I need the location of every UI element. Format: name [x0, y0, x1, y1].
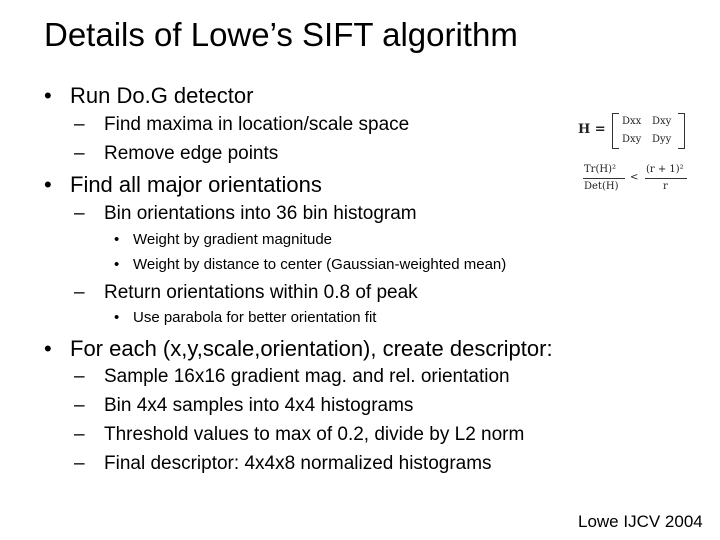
sub-sub-bullet-parabola: Use parabola for better orientation fit [133, 309, 377, 326]
fraction-line [645, 178, 687, 179]
sub-bullet-marker: – [74, 114, 85, 135]
citation: Lowe IJCV 2004 [578, 512, 703, 531]
bullet-create-descriptor: For each (x,y,scale,orientation), create descriptor: [70, 336, 553, 361]
matrix-dxy-lower: Dxy [622, 134, 642, 145]
trace-h: Tr(H)² [584, 164, 616, 175]
sub-bullet-threshold-values: Threshold values to max of 0.2, divide by L2 norm [104, 424, 525, 445]
sub-bullet-find-maxima: Find maxima in location/scale space [104, 114, 410, 135]
sub-bullet-marker: – [74, 203, 85, 224]
sub-sub-bullet-weight-distance: Weight by distance to center (Gaussian-weighted mean) [133, 256, 507, 273]
sub-bullet-bin-orientations: Bin orientations into 36 bin histogram [104, 203, 417, 224]
less-than: < [630, 172, 639, 183]
matrix-right-bracket [678, 113, 685, 149]
matrix-left-bracket [612, 113, 619, 149]
fraction-line [583, 178, 625, 179]
sub-sub-bullet-marker: • [114, 231, 120, 248]
bullet-run-dog-detector: Run Do.G detector [70, 83, 254, 108]
sub-bullet-marker: – [74, 282, 85, 303]
sub-sub-bullet-weight-gradient: Weight by gradient magnitude [133, 231, 333, 248]
bullet-find-orientations: Find all major orientations [70, 172, 322, 197]
sub-sub-bullet-marker: • [114, 309, 120, 326]
bullet-marker: • [44, 83, 52, 108]
sub-sub-bullet-marker: • [114, 256, 120, 273]
sub-bullet-bin-samples: Bin 4x4 samples into 4x4 histograms [104, 395, 414, 416]
bullet-marker: • [44, 172, 52, 197]
r-denominator: r [663, 181, 668, 192]
sub-bullet-marker: – [74, 143, 85, 164]
det-h: Det(H) [584, 181, 619, 192]
matrix-dyy: Dyy [652, 134, 672, 145]
sub-bullet-marker: – [74, 453, 85, 474]
hessian-lhs: H = [578, 122, 606, 137]
bullet-marker: • [44, 336, 52, 361]
sub-bullet-return-orientations: Return orientations within 0.8 of peak [104, 282, 418, 303]
sub-bullet-marker: – [74, 366, 85, 387]
sub-bullet-marker: – [74, 424, 85, 445]
sub-bullet-remove-edge-points: Remove edge points [104, 143, 279, 164]
matrix-dxy: Dxy [652, 116, 672, 127]
sub-bullet-sample-gradient: Sample 16x16 gradient mag. and rel. orientation [104, 366, 510, 387]
sub-bullet-final-descriptor: Final descriptor: 4x4x8 normalized histograms [104, 453, 492, 474]
slide-title: Details of Lowe’s SIFT algorithm [44, 16, 518, 53]
sub-bullet-marker: – [74, 395, 85, 416]
matrix-dxx: Dxx [622, 116, 642, 127]
r-plus-one-squared: (r + 1)² [646, 164, 684, 175]
